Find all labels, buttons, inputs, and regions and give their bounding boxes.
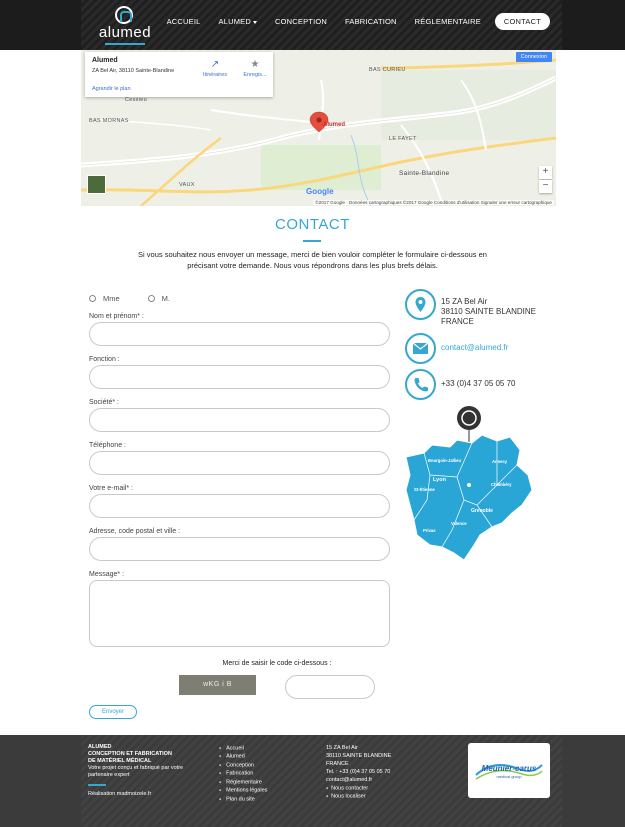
radio-mme[interactable] xyxy=(89,295,96,302)
city-privas: Privas xyxy=(423,528,436,533)
function-input[interactable] xyxy=(89,365,390,389)
footer-company-line2: CONCEPTION ET FABRICATION xyxy=(88,751,172,757)
map-satellite-toggle[interactable] xyxy=(87,175,106,194)
location-pin-icon xyxy=(405,289,436,320)
captcha-label: Merci de saisir le code ci-dessous : xyxy=(222,660,332,667)
caret-down-icon xyxy=(253,21,257,24)
logo-mark-icon xyxy=(115,6,133,24)
site-footer xyxy=(0,735,625,827)
footer-link-alumed[interactable]: ● Alumed xyxy=(219,752,267,760)
directions-icon: ↗ xyxy=(210,59,220,70)
footer-locate-link[interactable] xyxy=(326,792,391,800)
city-chambery: Chambéry xyxy=(491,482,512,487)
radio-mme-label: Mme xyxy=(103,294,120,303)
info-address-line3: FRANCE xyxy=(441,317,474,326)
map-attribution: ©2017 Google · Données cartographiques ©2017 Google Conditions d'utilisation Signaler une erreur cartographique xyxy=(315,200,552,205)
footer-address3: FRANCE xyxy=(326,761,349,767)
footer-link-reglementaire[interactable]: ● Réglementaire xyxy=(219,778,267,786)
map-zoom-out-button[interactable]: − xyxy=(539,180,552,193)
map-connexion-button[interactable]: Connexion xyxy=(516,52,552,62)
nav-alumed[interactable] xyxy=(219,17,257,26)
site-header xyxy=(0,0,625,50)
footer-link-mentions[interactable]: ● Mentions légales xyxy=(219,786,267,794)
map-label-sainte-blandine: Sainte-Blandine xyxy=(399,170,450,177)
footer-address1: 15 ZA Bel Air xyxy=(326,745,358,751)
label-function: Fonction : xyxy=(89,356,120,363)
company-input[interactable] xyxy=(89,408,390,432)
map-label-bas-curieu: BAS CURIEU xyxy=(369,67,406,73)
captcha-image: wKG i B xyxy=(179,675,256,695)
footer-accent-bar xyxy=(88,784,106,786)
nav-accueil[interactable]: ACCUEIL xyxy=(166,17,201,26)
city-grenoble: Grenoble xyxy=(471,508,493,514)
label-address: Adresse, code postal et ville : xyxy=(89,528,181,535)
map-label-vaux: VAUX xyxy=(179,182,195,188)
footer-about xyxy=(88,744,203,798)
map-label-le-fayet: LE FAYET xyxy=(389,136,417,142)
partner-logo[interactable] xyxy=(468,743,550,798)
main-nav xyxy=(149,13,550,30)
info-email-link[interactable]: contact@alumed.fr xyxy=(441,343,509,352)
map-pin-label[interactable]: Alumed xyxy=(323,122,346,128)
title-underline xyxy=(303,240,321,242)
footer-tagline: Votre projet conçu et fabriqué par votre partenaire expert xyxy=(88,765,184,778)
map-place-address: ZA Bel Air, 38110 Sainte-Blandine xyxy=(92,68,175,74)
footer-locate-link-label: Nous localiser xyxy=(331,793,366,800)
label-email: Votre e-mail* : xyxy=(89,485,133,492)
label-message: Message* : xyxy=(89,571,125,578)
nav-alumed-label: ALUMED xyxy=(218,17,251,26)
label-phone: Téléphone : xyxy=(89,442,126,449)
alumed-logo[interactable] xyxy=(95,6,155,46)
footer-credit[interactable]: Réalisation madmoizele.fr xyxy=(88,791,152,797)
name-input[interactable] xyxy=(89,322,390,346)
page-title: CONTACT xyxy=(275,216,350,233)
nav-contact[interactable]: CONTACT xyxy=(495,13,550,30)
label-company: Société* : xyxy=(89,399,119,406)
city-annecy: Annecy xyxy=(492,459,508,464)
footer-links xyxy=(219,744,267,803)
footer-phone: Tel. : +33 (0)4 37 05 05 70 xyxy=(326,769,391,775)
submit-button[interactable]: Envoyer xyxy=(89,705,137,719)
map-info-card xyxy=(85,52,273,97)
footer-link-conception[interactable]: ● Conception xyxy=(219,761,267,769)
message-textarea[interactable] xyxy=(89,580,390,647)
radio-m-label: M. xyxy=(161,294,171,303)
radio-m[interactable] xyxy=(148,295,155,302)
footer-contact xyxy=(326,744,391,801)
info-address-line2: 38110 SAINTE BLANDINE xyxy=(441,307,537,316)
footer-address2: 38110 SAINTE BLANDINE xyxy=(326,753,392,759)
map-zoom-in-button[interactable]: + xyxy=(539,166,552,179)
logo-underline xyxy=(105,43,145,45)
nav-fabrication[interactable]: FABRICATION xyxy=(345,17,397,26)
info-phone: +33 (0)4 37 05 05 70 xyxy=(441,379,516,388)
city-st-etienne: St-Étienne xyxy=(414,487,435,492)
logo-text: alumed xyxy=(98,24,152,41)
captcha-input[interactable] xyxy=(285,675,375,699)
map-save-label: Enregis... xyxy=(243,72,267,78)
footer-contact-link[interactable] xyxy=(326,784,391,792)
nav-reglementaire[interactable]: RÉGLEMENTAIRE xyxy=(414,17,481,26)
contact-intro: Si vous souhaitez nous envoyer un message, merci de bien vouloir compléter le formulaire ci-dessous en précisant votre demande. Nous vous répondrons dans les plus brefs délais. xyxy=(138,250,487,270)
map-label-bas-mornas: BAS MORNAS xyxy=(89,118,129,124)
map-directions-button[interactable] xyxy=(197,60,233,78)
map-place-name: Alumed xyxy=(92,57,118,64)
map-enlarge-link[interactable]: Agrandir le plan xyxy=(92,86,131,92)
envelope-icon xyxy=(405,333,436,364)
google-logo: Google xyxy=(306,187,334,196)
footer-link-fabrication[interactable]: ● Fabrication xyxy=(219,769,267,777)
info-address-line1: 15 ZA Bel Air xyxy=(441,297,488,306)
map-directions-label: Itinéraires xyxy=(202,72,228,78)
partner-name: Meunier-carus xyxy=(481,764,537,773)
header-inner xyxy=(81,0,562,50)
city-valence: Valence xyxy=(451,521,467,526)
footer-link-accueil[interactable]: ● Accueil xyxy=(219,744,267,752)
google-map[interactable] xyxy=(81,50,556,206)
map-save-button[interactable] xyxy=(237,60,273,78)
star-icon: ★ xyxy=(250,59,260,70)
label-name: Nom et prénom* : xyxy=(89,313,144,320)
info-address xyxy=(441,297,536,327)
footer-email[interactable]: contact@alumed.fr xyxy=(326,777,373,783)
address-input[interactable] xyxy=(89,537,390,561)
footer-inner xyxy=(81,735,562,827)
footer-company-line1: ALUMED xyxy=(88,744,112,750)
civility-group xyxy=(89,294,170,303)
footer-contact-link-label: Nous contacter xyxy=(331,785,369,792)
map-label-cessieu: Cessieu xyxy=(125,97,147,103)
phone-icon xyxy=(405,369,436,400)
region-map-graphic xyxy=(402,405,534,565)
email-input[interactable] xyxy=(89,494,390,518)
footer-link-plan[interactable]: ● Plan du site xyxy=(219,795,267,803)
city-lyon: Lyon xyxy=(433,477,446,483)
city-bourgoin: Bourgoin-Jallieu xyxy=(428,458,462,463)
nav-conception[interactable]: CONCEPTION xyxy=(275,17,328,26)
partner-subtitle: médical group xyxy=(496,774,522,779)
phone-input[interactable] xyxy=(89,451,390,475)
footer-company-line3: DE MATÉRIEL MÉDICAL xyxy=(88,758,152,764)
